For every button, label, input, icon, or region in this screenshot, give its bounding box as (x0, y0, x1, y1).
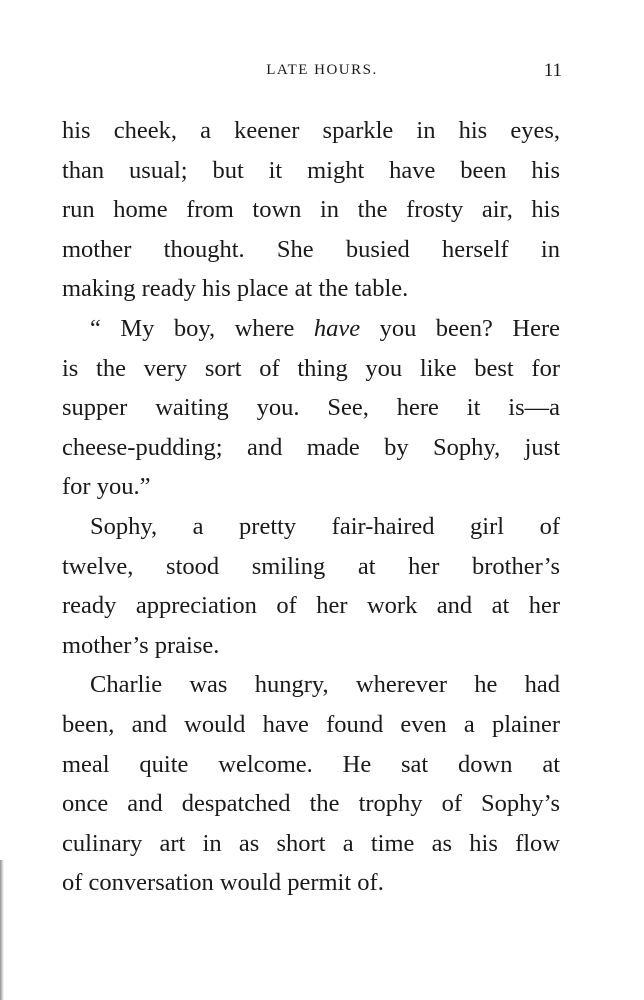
page-edge-shadow (0, 860, 4, 1000)
text-line: once and despatched the trophy of Sophy’s (62, 790, 560, 818)
text-line: meal quite welcome. He sat down at (62, 750, 560, 778)
text-line: his cheek, a keener sparkle in his eyes, (62, 117, 560, 144)
text-line: ready appreciation of her work and at her (62, 592, 560, 620)
text-line: is the very sort of thing you like best for (62, 354, 560, 382)
text-line: cheese-pudding; and made by Sophy, just (62, 433, 560, 461)
text-line: Sophy, a pretty fair-haired girl of (90, 512, 560, 540)
text-line: Charlie was hungry, wherever he had (90, 671, 560, 699)
body-text (62, 111, 560, 903)
text-line: run home from town in the frosty air, his (62, 196, 560, 224)
running-title: LATE HOURS. (266, 62, 378, 78)
text-line: for you.” (62, 473, 151, 501)
text-line: of conversation would permit of. (62, 869, 384, 897)
text-line: than usual; but it might have been his (62, 156, 560, 184)
text-fragment: you been? Here (360, 314, 560, 342)
running-header (62, 62, 562, 86)
text-line: culinary art in as short a time as his flow (62, 829, 560, 857)
text-line: mother’s praise. (62, 631, 220, 659)
text-line: supper waiting you. See, here it is—a (62, 394, 560, 422)
emphasized-word: have (313, 314, 361, 342)
page-number: 11 (543, 60, 562, 81)
text-fragment: “ My boy, where (90, 314, 314, 342)
text-line: twelve, stood smiling at her brother’s (62, 552, 560, 580)
text-line: mother thought. She busied herself in (62, 235, 560, 263)
text-line-with-emphasis (62, 309, 560, 349)
text-line: making ready his place at the table. (62, 275, 409, 303)
text-line: been, and would have found even a plainer (62, 710, 560, 738)
